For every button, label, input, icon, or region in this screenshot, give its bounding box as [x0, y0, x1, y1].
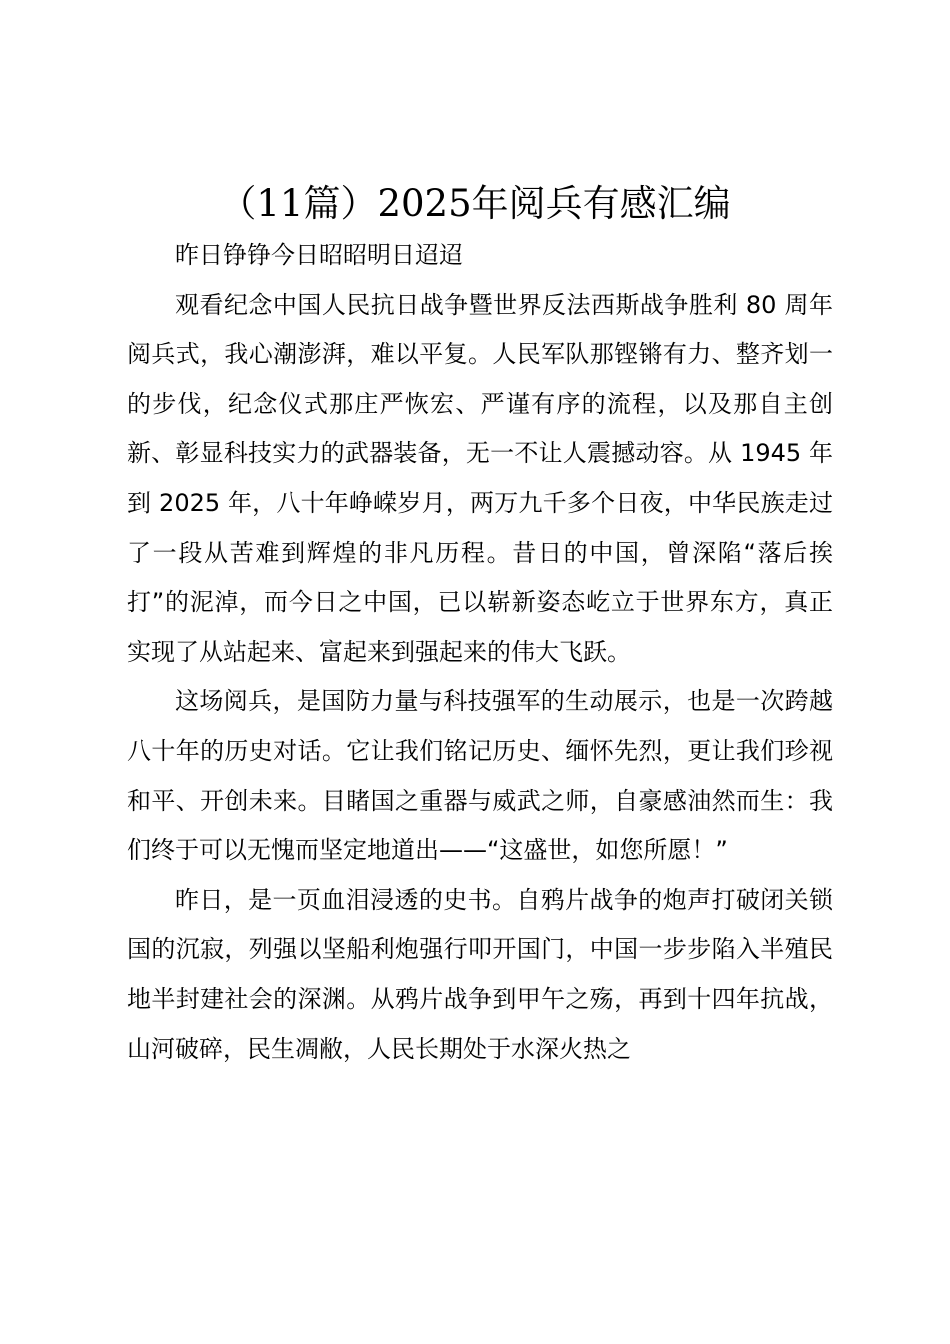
document-title: （11篇）2025年阅兵有感汇编: [219, 182, 731, 225]
paragraph-3: 昨日，是一页血泪浸透的史书。自鸦片战争的炮声打破闭关锁国的沉寂，列强以坚船利炮强行叩开国门，中国一步步陷入半殖民地半封建社会的深渊。从鸦片战争到甲午之殇，再到十四年抗战，山河破碎，民生凋敝，人民长期处于水深火热之: [127, 885, 833, 1063]
document-subtitle: 昨日铮铮今日昭昭明日迢迢: [175, 241, 463, 269]
document-body: [127, 231, 833, 1074]
paragraph-1: 观看纪念中国人民抗日战争暨世界反法西斯战争胜利 80 周年阅兵式，我心潮澎湃，难以平复。人民军队那铿锵有力、整齐划一的步伐，纪念仪式那庄严恢宏、严谨有序的流程，以及那自主创新、彰显科技实力的武器装备，无一不让人震撼动容。从 1945 年到 2025 年，八十年峥嵘岁月，两万九千多个日夜，中华民族走过了一段从苦难到辉煌的非凡历程。昔日的中国，曾深陷“落后挨打”的泥淖，而今日之中国，已以崭新姿态屹立于世界东方，真正实现了从站起来、富起来到强起来的伟大飞跃。: [127, 290, 833, 666]
paragraph-2: 这场阅兵，是国防力量与科技强军的生动展示，也是一次跨越八十年的历史对话。它让我们铭记历史、缅怀先烈，更让我们珍视和平、开创未来。目睹国之重器与威武之师，自豪感油然而生：我们终于可以无愧而坚定地道出——“这盛世，如您所愿！”: [127, 687, 833, 865]
